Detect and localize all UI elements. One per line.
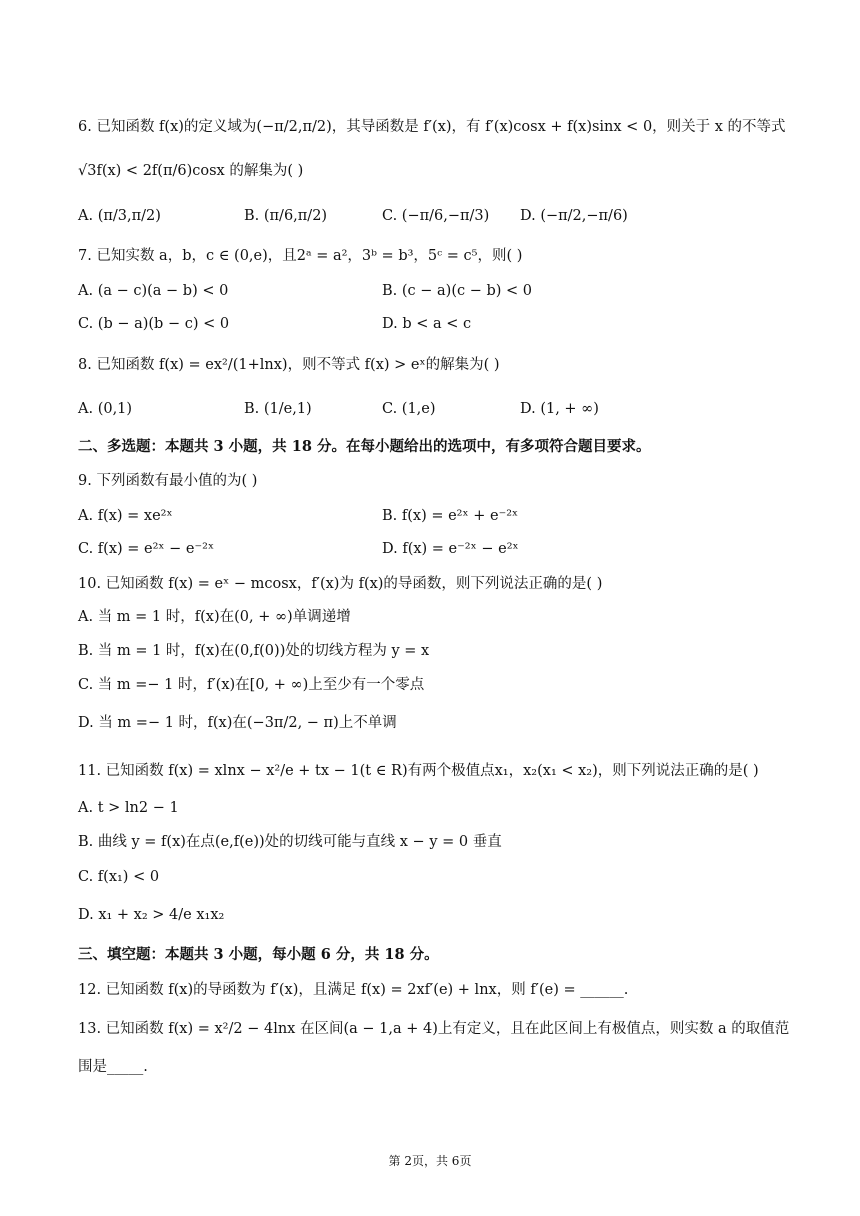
q6-option-b: B. (π/6,π/2) [244,208,328,224]
q13-stem-cont: 围是_____. [78,1059,148,1075]
q7-option-a: A. (a − c)(a − b) < 0 [78,283,229,299]
q12-stem: 12. 已知函数 f(x)的导函数为 f′(x)，且满足 f(x) = 2xf′(e) + lnx，则 f′(e) = ______. [78,982,629,998]
q7-option-c: C. (b − a)(b − c) < 0 [78,316,230,332]
q6-option-d: D. (−π/2,−π/6) [520,208,628,224]
q9-option-b: B. f(x) = e²ˣ + e⁻²ˣ [382,508,519,524]
q8-option-c: C. (1,e) [382,401,436,417]
q7-option-d: D. b < a < c [382,316,472,332]
q10-option-a: A. 当 m = 1 时，f(x)在(0, + ∞)单调递增 [78,609,351,625]
q6-option-c: C. (−π/6,−π/3) [382,208,490,224]
q10-option-b: B. 当 m = 1 时，f(x)在(0,f(0))处的切线方程为 y = x [78,643,430,659]
q13-stem: 13. 已知函数 f(x) = x²/2 − 4lnx 在区间(a − 1,a + 4)上有定义，且在此区间上有极值点，则实数 a 的取值范 [78,1021,790,1037]
q11-option-c: C. f(x₁) < 0 [78,869,160,885]
q11-option-d: D. x₁ + x₂ > 4/e x₁x₂ [78,907,225,923]
q10-option-d: D. 当 m =− 1 时，f(x)在(−3π/2, − π)上不单调 [78,715,397,731]
q6-stem-cont: √3f(x) < 2f(π/6)cosx 的解集为( ) [78,163,304,179]
section-heading-multiple-choice: 二、多选题：本题共 3 小题，共 18 分。在每小题给出的选项中，有多项符合题目要求。 [78,438,651,455]
q7-option-b: B. (c − a)(c − b) < 0 [382,283,532,299]
q11-stem: 11. 已知函数 f(x) = xlnx − x²/e + tx − 1(t ∈ R)有两个极值点x₁，x₂(x₁ < x₂)，则下列说法正确的是( ) [78,763,759,779]
page-footer: 第 2页，共 6页 [388,1154,472,1168]
q9-stem: 9. 下列函数有最小值的为( ) [78,473,258,489]
q8-option-d: D. (1, + ∞) [520,401,599,417]
q8-option-a: A. (0,1) [78,401,133,417]
q7-stem: 7. 已知实数 a，b，c ∈ (0,e)，且2ᵃ = a²，3ᵇ = b³，5ᶜ = c⁵，则( ) [78,248,523,264]
q8-stem: 8. 已知函数 f(x) = ex²/(1+lnx)，则不等式 f(x) > eˣ的解集为( ) [78,357,500,373]
q8-option-b: B. (1/e,1) [244,401,312,417]
q6-option-a: A. (π/3,π/2) [78,208,161,224]
q11-option-b: B. 曲线 y = f(x)在点(e,f(e))处的切线可能与直线 x − y = 0 垂直 [78,834,502,850]
q11-option-a: A. t > ln2 − 1 [78,800,179,816]
q10-option-c: C. 当 m =− 1 时，f′(x)在[0, + ∞)上至少有一个零点 [78,677,425,693]
section-heading-fill-in: 三、填空题：本题共 3 小题，每小题 6 分，共 18 分。 [78,946,439,963]
q6-stem: 6. 已知函数 f(x)的定义域为(−π/2,π/2)，其导函数是 f′(x)，有 f′(x)cosx + f(x)sinx < 0，则关于 x 的不等式 [78,119,786,135]
q10-stem: 10. 已知函数 f(x) = eˣ − mcosx，f′(x)为 f(x)的导函数，则下列说法正确的是( ) [78,576,603,592]
q9-option-a: A. f(x) = xe²ˣ [78,508,173,524]
q9-option-d: D. f(x) = e⁻²ˣ − e²ˣ [382,541,519,557]
q9-option-c: C. f(x) = e²ˣ − e⁻²ˣ [78,541,215,557]
